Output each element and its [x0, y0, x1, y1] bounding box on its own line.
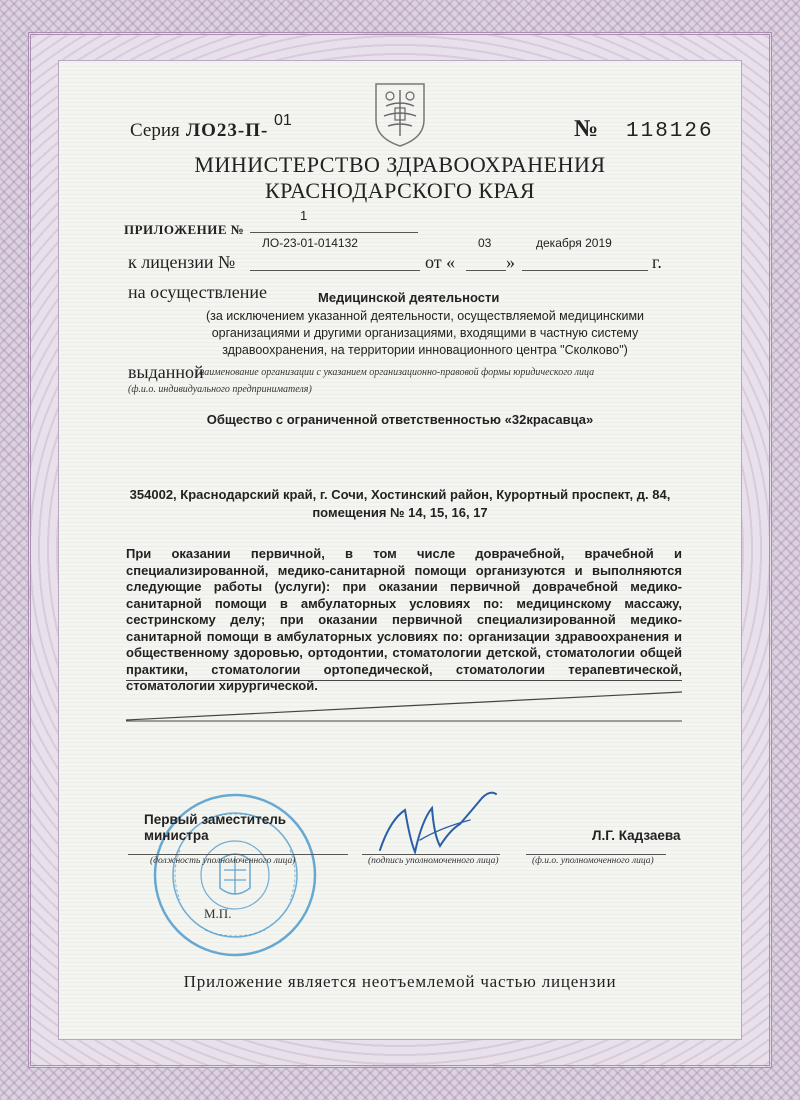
- month-underline: [522, 270, 648, 271]
- appendix-number: 1: [300, 208, 308, 223]
- activity-title: Медицинской деятельности: [318, 290, 500, 305]
- year-suffix: г.: [652, 252, 662, 272]
- issued-note-line1: (наименование организации с указанием организационно-правовой формы юридического лица: [196, 367, 595, 378]
- license-label: к лицензии №: [128, 252, 236, 272]
- license-underline: [250, 270, 420, 271]
- caption-position: (должность уполномоченного лица): [150, 856, 296, 866]
- activity-label: на осуществление: [128, 282, 267, 302]
- signatory-position-line2: министра: [144, 828, 209, 843]
- caption-signature: (подпись уполномоченного лица): [368, 856, 499, 866]
- address-line2: помещения № 14, 15, 16, 17: [312, 505, 488, 520]
- works-services-text: При оказании первичной, в том числе доврачебной, врачебной и специализированной, медико-санитарной помощи организуются и выполняются следующие работы (услуги): при оказании первичной доврачебной медико-санитарной помощи в амбулаторных условиях по: медицинскому массажу, сестринскому делу; при оказании первичной специализированной медико-санитарной помощи в амбулаторных условиях по: организации здравоохранения и общественному здоровью, ортодонтии, стоматологии детской, стоматологии общей практики, стоматологии ортопедической, стоматологии терапевтической, стоматологии хирургической.: [126, 546, 682, 693]
- signatory-position: [144, 812, 286, 844]
- address-line1: 354002, Краснодарский край, г. Сочи, Хостинский район, Курортный проспект, д. 84,: [129, 487, 671, 502]
- name-underline: [526, 854, 666, 855]
- quote-close: »: [506, 252, 515, 272]
- works-underline: [126, 680, 682, 681]
- appendix-label: ПРИЛОЖЕНИЕ №: [124, 222, 245, 237]
- issued-note-line2: (ф.и.о. индивидуального предпринимателя): [128, 384, 312, 395]
- activity-note: (за исключением указанной деятельности, осуществляемой медицинскими организациями и другими организациями, входящими в частную систему здравоохранения, на территории инновационного центра "Сколково"): [205, 309, 645, 357]
- day-underline: [466, 270, 506, 271]
- signatory-position-line1: Первый заместитель: [144, 812, 287, 827]
- form-number: 118126: [626, 120, 714, 143]
- license-number: ЛО-23-01-014132: [262, 236, 358, 250]
- date-from-label: от «: [425, 252, 456, 272]
- appendix-underline: [250, 232, 418, 233]
- number-sign: №: [574, 116, 599, 142]
- series-value: ЛО23-П-: [186, 120, 269, 141]
- footer-note: Приложение является неотъемлемой частью лицензии: [183, 972, 617, 991]
- ministry-title-line1: МИНИСТЕРСТВО ЗДРАВООХРАНЕНИЯ: [194, 152, 606, 177]
- series-suffix: 01: [274, 112, 292, 129]
- cancel-slash-line: [126, 690, 682, 722]
- organization-address: [120, 486, 680, 522]
- stamp-place-label: М.П.: [204, 906, 232, 921]
- series-label: Серия: [130, 120, 180, 141]
- caption-name: (ф.и.о. уполномоченного лица): [532, 856, 654, 866]
- organization-name: Общество с ограниченной ответственностью «32красавца»: [206, 412, 594, 427]
- coat-of-arms-icon: [368, 76, 432, 148]
- position-underline: [128, 854, 348, 855]
- issued-label: выданной: [128, 362, 204, 382]
- license-month-year: декабря 2019: [536, 236, 612, 250]
- signature-underline: [362, 854, 500, 855]
- license-day: 03: [478, 236, 492, 250]
- ministry-title-line2: КРАСНОДАРСКОГО КРАЯ: [264, 178, 536, 203]
- signatory-name: Л.Г. Кадзаева: [592, 828, 681, 843]
